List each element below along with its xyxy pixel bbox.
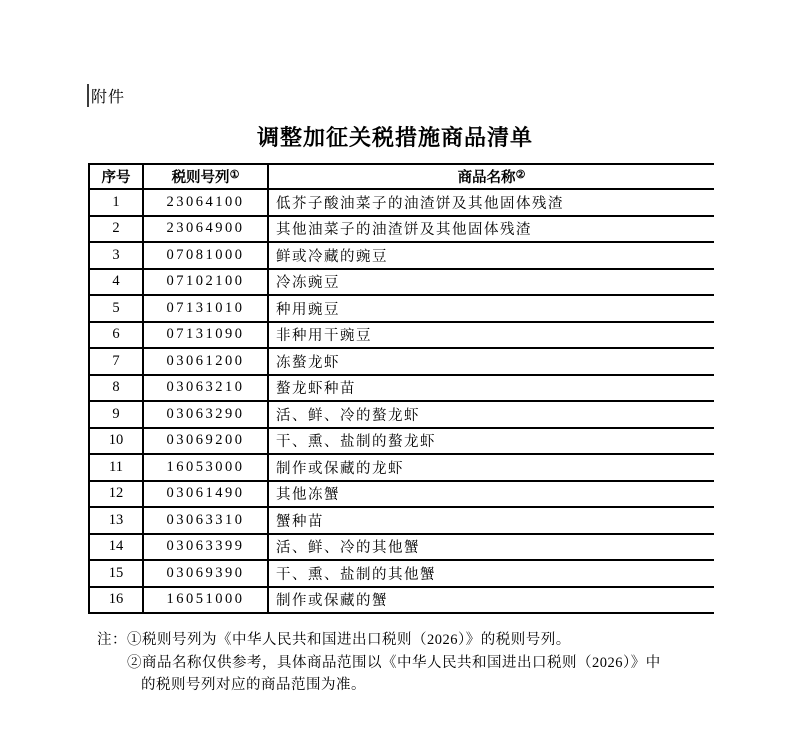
table-row [89, 322, 714, 349]
table-row [89, 401, 714, 428]
table-row [89, 454, 714, 481]
tariff-code-cell: 03069200 [143, 428, 268, 455]
text-cursor-bar [87, 84, 89, 107]
tariff-code-cell: 03061200 [143, 348, 268, 375]
serial-cell: 3 [89, 242, 143, 269]
header-serial [89, 164, 143, 189]
tariff-code-cell: 03063310 [143, 507, 268, 534]
serial-cell: 5 [89, 295, 143, 322]
serial-cell: 9 [89, 401, 143, 428]
table-row [89, 507, 714, 534]
serial-cell: 1 [89, 189, 143, 216]
product-name-cell: 干、熏、盐制的螯龙虾 [268, 428, 714, 455]
table-row [89, 587, 714, 614]
serial-cell: 2 [89, 216, 143, 243]
footnotes-label: 注： [97, 632, 127, 648]
goods-table [88, 163, 714, 614]
product-name-cell: 活、鲜、冷的其他蟹 [268, 534, 714, 561]
serial-cell: 11 [89, 454, 143, 481]
tariff-code-cell: 03063399 [143, 534, 268, 561]
table-row [89, 295, 714, 322]
product-name-cell: 冻螯龙虾 [268, 348, 714, 375]
footnotes [97, 629, 737, 697]
tariff-code-cell: 23064100 [143, 189, 268, 216]
page-title: 调整加征关税措施商品清单 [256, 125, 533, 150]
tariff-code-cell: 07131010 [143, 295, 268, 322]
header-serial-label: 序号 [101, 170, 131, 186]
header-tariff-code-label: 税则号列 [171, 170, 230, 186]
product-name-cell: 螯龙虾种苗 [268, 375, 714, 402]
tariff-code-cell: 16051000 [143, 587, 268, 614]
serial-cell: 7 [89, 348, 143, 375]
table-row [89, 375, 714, 402]
product-name-cell: 其他油菜子的油渣饼及其他固体残渣 [268, 216, 714, 243]
product-name-cell: 非种用干豌豆 [268, 322, 714, 349]
product-name-cell: 制作或保藏的龙虾 [268, 454, 714, 481]
tariff-code-cell: 07081000 [143, 242, 268, 269]
tariff-code-cell: 16053000 [143, 454, 268, 481]
table-row [89, 534, 714, 561]
serial-cell: 13 [89, 507, 143, 534]
serial-cell: 14 [89, 534, 143, 561]
table-row [89, 216, 714, 243]
serial-cell: 4 [89, 269, 143, 296]
footnote-2-line1: ②商品名称仅供参考，具体商品范围以《中华人民共和国进出口税则（2026）》中 [127, 654, 661, 671]
tariff-code-cell: 07131090 [143, 322, 268, 349]
product-name-cell: 其他冻蟹 [268, 481, 714, 508]
product-name-cell: 低芥子酸油菜子的油渣饼及其他固体残渣 [268, 189, 714, 216]
serial-cell: 15 [89, 560, 143, 587]
table-row [89, 428, 714, 455]
product-name-cell: 活、鲜、冷的螯龙虾 [268, 401, 714, 428]
tariff-code-cell: 07102100 [143, 269, 268, 296]
product-name-cell: 蟹种苗 [268, 507, 714, 534]
attachment-label: 附件 [91, 89, 126, 106]
tariff-code-cell: 03063210 [143, 375, 268, 402]
serial-cell: 6 [89, 322, 143, 349]
header-product-name-footnote-mark: ② [515, 169, 526, 181]
header-product-name [268, 164, 714, 189]
product-name-cell: 制作或保藏的蟹 [268, 587, 714, 614]
tariff-code-cell: 03069390 [143, 560, 268, 587]
serial-cell: 8 [89, 375, 143, 402]
product-name-cell: 干、熏、盐制的其他蟹 [268, 560, 714, 587]
table-header-row [89, 164, 714, 189]
attachment-heading [87, 84, 125, 107]
table-row [89, 189, 714, 216]
footnotes-body [127, 629, 737, 697]
tariff-code-cell: 23064900 [143, 216, 268, 243]
product-name-cell: 鲜或冷藏的豌豆 [268, 242, 714, 269]
footnote-1: ①税则号列为《中华人民共和国进出口税则（2026）》的税则号列。 [127, 632, 571, 648]
serial-cell: 12 [89, 481, 143, 508]
table-row [89, 348, 714, 375]
table-row [89, 269, 714, 296]
serial-cell: 10 [89, 428, 143, 455]
header-tariff-code [143, 164, 268, 189]
header-tariff-code-footnote-mark: ① [229, 169, 240, 181]
product-name-cell: 冷冻豌豆 [268, 269, 714, 296]
tariff-code-cell: 03061490 [143, 481, 268, 508]
header-product-name-label: 商品名称 [457, 170, 516, 186]
table-row [89, 242, 714, 269]
product-name-cell: 种用豌豆 [268, 295, 714, 322]
tariff-code-cell: 03063290 [143, 401, 268, 428]
goods-table-container [88, 163, 714, 614]
table-row [89, 560, 714, 587]
footnote-2-line2: 的税则号列对应的商品范围为准。 [141, 677, 366, 693]
table-row [89, 481, 714, 508]
serial-cell: 16 [89, 587, 143, 614]
